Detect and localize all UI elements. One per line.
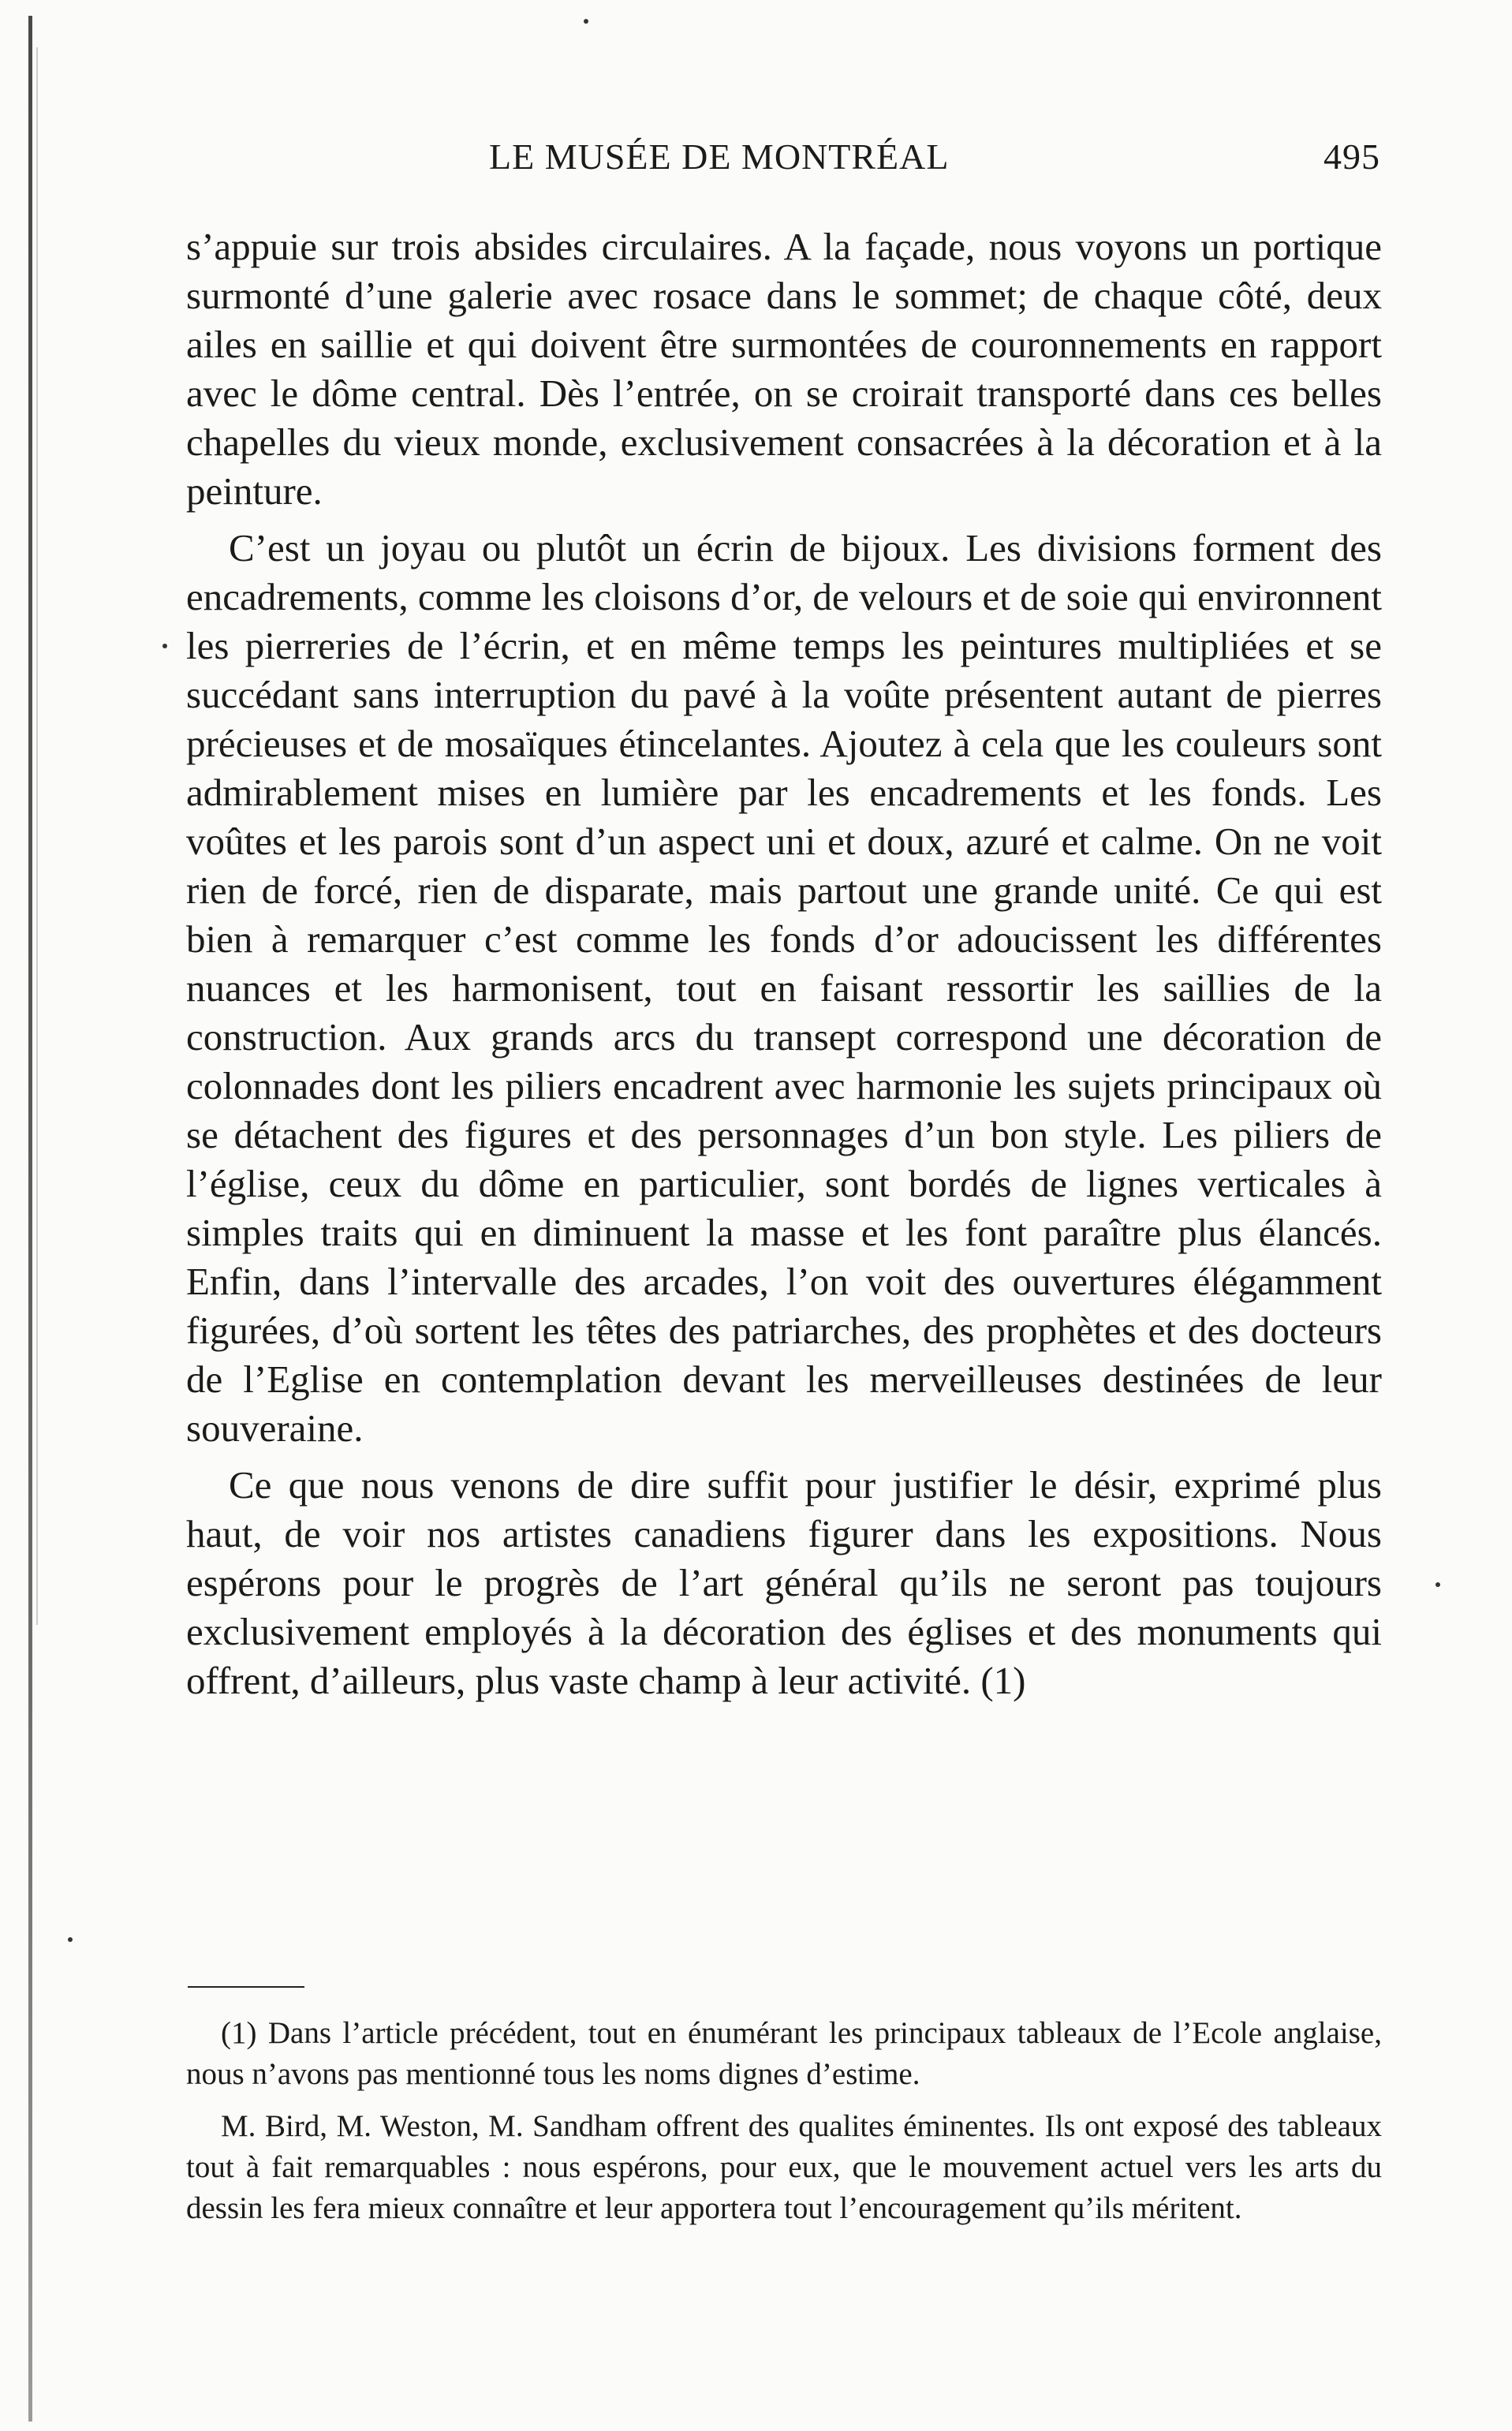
footnote-rule [188, 1986, 304, 1988]
footnote: M. Bird, M. Weston, M. Sandham offrent des qualites éminentes. Ils ont exposé des tableaux tout à fait remarquables : nous espérons, pour eux, que le mouvement actuel vers les arts du dessin les fera mieux connaître et leur apportera tout l’encouragement qu’ils méritent. [186, 2109, 1382, 2225]
page-binding-edge [28, 16, 32, 2422]
paragraph: Ce que nous venons de dire suffit pour justifier le désir, exprimé plus haut, de voir nos artistes canadiens figurer dans les expositions. Nous espérons pour le progrès de l’art général qu’ils ne seront pas toujours exclusivement employés à la décoration des églises et des monuments qui offrent, d’ailleurs, plus vaste champ à leur activité. (1) [186, 1463, 1382, 1702]
running-title: LE MUSÉE DE MONTRÉAL [489, 136, 950, 177]
running-head [489, 136, 1380, 183]
print-speck [1435, 1582, 1440, 1587]
page-binding-shadow [36, 47, 38, 1625]
print-speck [68, 1937, 73, 1942]
footnotes [186, 2013, 1382, 2240]
body-text [186, 222, 1382, 1713]
paragraph: C’est un joyau ou plutôt un écrin de bijoux. Les divisions forment des encadrements, comme les cloisons d’or, de velours et de soie qui environnent les pierreries de l’écrin, et en même temps les peintures multipliées et se succédant sans interruption du pavé à la voûte présentent autant de pierres précieuses et de mosaïques étincelantes. Ajoutez à cela que les couleurs sont admirablement mises en lumière par les encadrements et les fonds. Les voûtes et les parois sont d’un aspect uni et doux, azuré et calme. On ne voit rien de forcé, rien de disparate, mais partout une grande unité. Ce qui est bien à remarquer c’est comme les fonds d’or adoucissent les différentes nuances et les harmonisent, tout en faisant ressortir les saillies de la construction. Aux grands arcs du transept correspond une décoration de colonnades dont les piliers encadrent avec harmonie les sujets principaux où se détachent des figures et des personnages d’un bon style. Les piliers de l’église, ceux du dôme en particulier, sont bordés de lignes verticales à simples traits qui en diminuent la masse et les font paraître plus élancés. Enfin, dans l’intervalle des arcades, l’on voit des ouvertures élégamment figurées, d’où sortent les têtes des patriarches, des prophètes et des docteurs de l’Eglise en contemplation devant les merveilleuses destinées de leur souveraine. [186, 526, 1382, 1450]
paragraph-continuation: s’appuie sur trois absides circulaires. A la façade, nous voyons un portique surmonté d’une galerie avec rosace dans le sommet; de chaque côté, deux ailes en saillie et qui doivent être surmontées de couronnements en rapport avec le dôme central. Dès l’entrée, on se croirait transporté dans ces belles chapelles du vieux monde, exclusivement consacrées à la décoration et à la peinture. [186, 225, 1382, 513]
page-number: 495 [1323, 136, 1380, 177]
print-speck [162, 644, 167, 648]
footnote: (1) Dans l’article précédent, tout en énumérant les principaux tableaux de l’Ecole anglaise, nous n’avons pas mentionné tous les noms dignes d’estime. [186, 2016, 1382, 2091]
print-speck [584, 19, 588, 24]
